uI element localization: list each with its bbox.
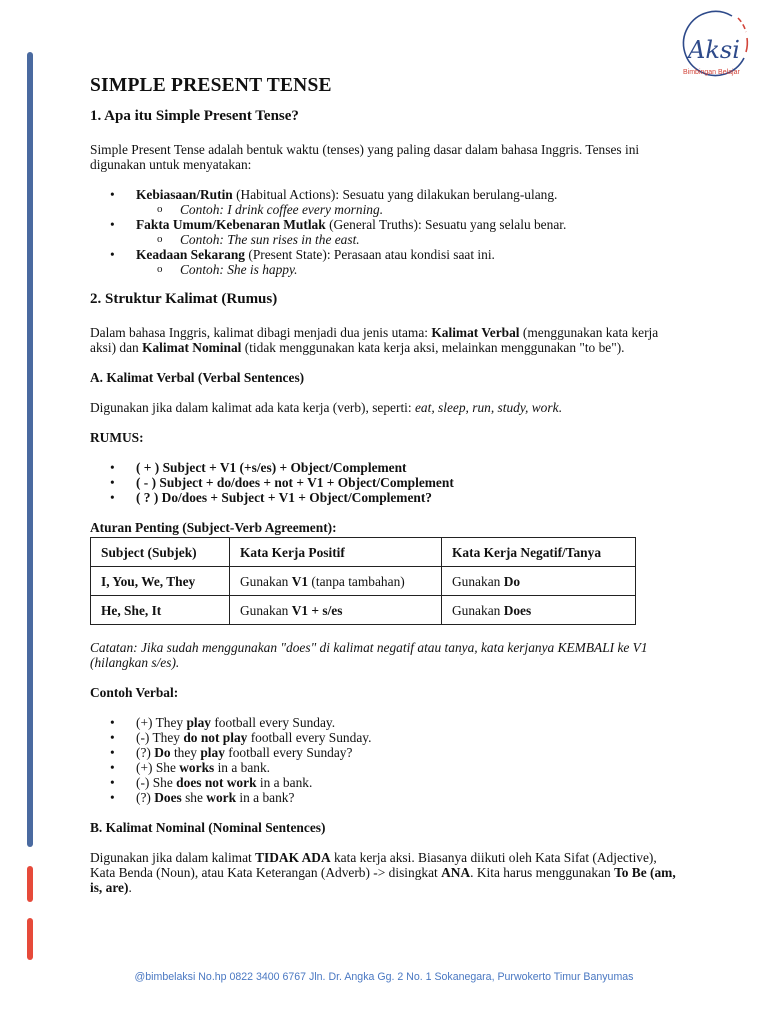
left-accent-bar-blue: [27, 52, 33, 847]
rumus-list: [90, 460, 680, 505]
section1-intro: Simple Present Tense adalah bentuk waktu (tenses) yang paling dasar dalam bahasa Inggris. Tenses ini digunakan untuk menyatakan:: [90, 142, 640, 172]
list-item: • Keadaan Sekarang (Present State): Perasaan atau kondisi saat ini. o Contoh: She is happy.: [90, 247, 680, 277]
rumus-label: RUMUS:: [90, 430, 144, 445]
example-item: o Contoh: I drink coffee every morning.: [90, 202, 680, 217]
page-title: SIMPLE PRESENT TENSE: [90, 75, 332, 96]
table-header-cell: Subject (Subjek): [91, 538, 230, 567]
list-item: • ( + ) Subject + V1 (+s/es) + Object/Complement: [90, 460, 680, 475]
table-cell: Gunakan Does: [442, 596, 636, 625]
list-item: • Kebiasaan/Rutin (Habitual Actions): Sesuatu yang dilakukan berulang-ulang. o Contoh: I drink coffee every morning.: [90, 187, 680, 217]
section2-heading: 2. Struktur Kalimat (Rumus): [90, 291, 278, 307]
note: Catatan: Jika sudah menggunakan "does" di kalimat negatif atau tanya, kata kerjanya KEMBALI ke V1 (hilangkan s/es).: [90, 640, 648, 670]
section1-heading: 1. Apa itu Simple Present Tense?: [90, 108, 299, 124]
table-cell: Gunakan V1 + s/es: [230, 596, 442, 625]
list-item: • (-) She does not work in a bank.: [90, 775, 680, 790]
usage-list: [90, 187, 680, 277]
table-cell: Gunakan V1 (tanpa tambahan): [230, 567, 442, 596]
list-item: • (+) They play football every Sunday.: [90, 715, 680, 730]
example-item: o Contoh: She is happy.: [90, 262, 680, 277]
table-row: [91, 567, 636, 596]
verbal-description: Digunakan jika dalam kalimat ada kata kerja (verb), seperti: eat, sleep, run, study, work.: [90, 400, 562, 415]
list-item: • (?) Do they play football every Sunday?: [90, 745, 680, 760]
list-item: • (?) Does she work in a bank?: [90, 790, 680, 805]
logo-text: Aksi: [688, 36, 740, 64]
table-cell: I, You, We, They: [91, 567, 230, 596]
page-footer: @bimbelaksi No.hp 0822 3400 6767 Jln. Dr. Angka Gg. 2 No. 1 Sokanegara, Purwokerto Timur Banyumas: [134, 971, 634, 983]
list-item: • (+) She works in a bank.: [90, 760, 680, 775]
left-accent-bar-red: [27, 866, 33, 902]
table-header-cell: Kata Kerja Negatif/Tanya: [442, 538, 636, 567]
table-cell: Gunakan Do: [442, 567, 636, 596]
nominal-heading: B. Kalimat Nominal (Nominal Sentences): [90, 820, 326, 835]
section2-intro: Dalam bahasa Inggris, kalimat dibagi menjadi dua jenis utama: Kalimat Verbal (menggunakan kata kerja aksi) dan Kalimat Nominal (tidak menggunakan kata kerja aksi, melainkan menggunakan "to be").: [90, 325, 659, 355]
list-item: • (-) They do not play football every Sunday.: [90, 730, 680, 745]
table-header-row: [91, 538, 636, 567]
document-body: [90, 75, 680, 895]
subject-verb-table: [90, 537, 636, 625]
nominal-description: Digunakan jika dalam kalimat TIDAK ADA kata kerja aksi. Biasanya diikuti oleh Kata Sifat (Adjective), Kata Benda (Noun), atau Kata Keterangan (Adverb) -> disingkat ANA. Kita harus menggunakan To Be (am, is, are).: [90, 850, 676, 895]
logo-tagline: Bimbingan Belajar: [683, 69, 740, 76]
table-header-cell: Kata Kerja Positif: [230, 538, 442, 567]
list-item: • Fakta Umum/Kebenaran Mutlak (General Truths): Sesuatu yang selalu benar. o Contoh: The sun rises in the east.: [90, 217, 680, 247]
example-item: o Contoh: The sun rises in the east.: [90, 232, 680, 247]
table-title: Aturan Penting (Subject-Verb Agreement):: [90, 520, 337, 535]
list-item: • ( ? ) Do/does + Subject + V1 + Object/Complement?: [90, 490, 680, 505]
table-row: [91, 596, 636, 625]
verbal-examples-list: [90, 715, 680, 805]
verbal-heading: A. Kalimat Verbal (Verbal Sentences): [90, 370, 305, 385]
list-item: • ( - ) Subject + do/does + not + V1 + Object/Complement: [90, 475, 680, 490]
left-accent-bar-red: [27, 918, 33, 960]
table-cell: He, She, It: [91, 596, 230, 625]
examples-label: Contoh Verbal:: [90, 685, 179, 700]
